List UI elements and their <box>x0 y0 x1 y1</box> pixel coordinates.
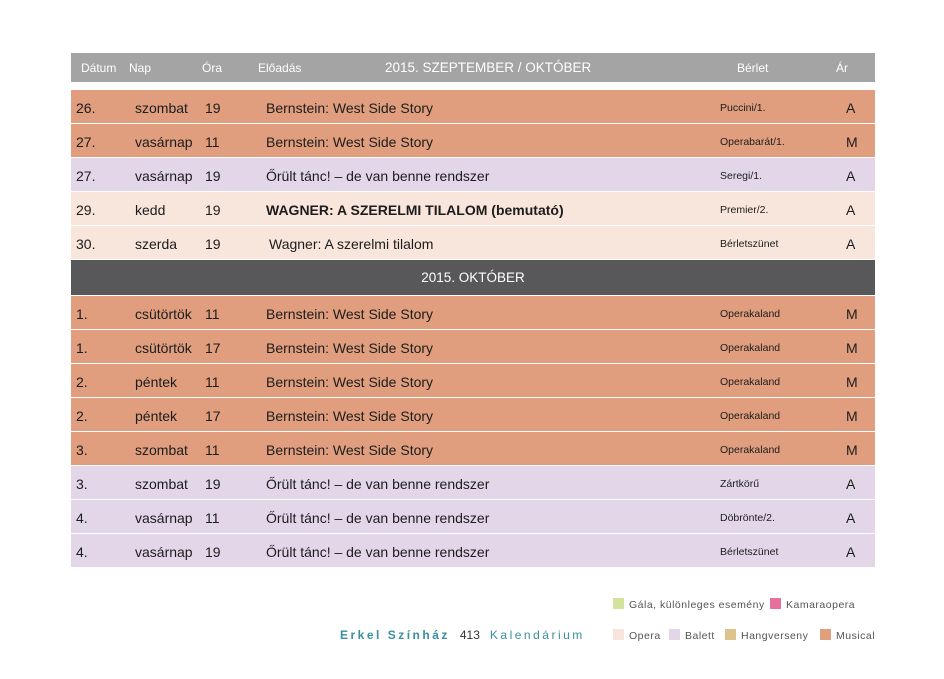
cell-datum: 4. <box>76 544 88 560</box>
cell-nap: vasárnap <box>135 510 193 526</box>
cell-ora: 11 <box>205 510 220 526</box>
cell-title: Őrült tánc! – de van benne rendszer <box>266 168 490 184</box>
header-datum: Dátum <box>81 61 117 75</box>
table-row <box>71 534 875 568</box>
cell-ora: 19 <box>205 100 221 116</box>
legend-opera <box>613 629 661 642</box>
cell-datum: 1. <box>76 340 88 356</box>
cell-title: Őrült tánc! – de van benne rendszer <box>266 476 490 492</box>
cell-ar: M <box>846 408 858 424</box>
legend-gala <box>613 598 765 611</box>
legend-swatch-opera <box>613 629 624 640</box>
cell-ora: 19 <box>205 544 221 560</box>
legend-label-opera: Opera <box>629 630 661 642</box>
cell-ar: M <box>846 306 858 322</box>
cell-title-premiere: WAGNER: A SZERELMI TILALOM (bemutató) <box>266 202 564 218</box>
header-ora: Óra <box>202 61 223 75</box>
legend-swatch-kamaraopera <box>770 598 781 609</box>
cell-nap: kedd <box>135 202 166 218</box>
cell-datum: 30. <box>76 236 96 252</box>
cell-ar: A <box>846 510 856 526</box>
cell-berlet: Operakaland <box>720 410 781 422</box>
header-nap: Nap <box>129 61 152 75</box>
rows-october <box>71 296 875 568</box>
cell-datum: 2. <box>76 408 88 424</box>
cell-title: Wagner: A szerelmi tilalom <box>269 236 434 252</box>
cell-ora: 17 <box>205 340 221 356</box>
cell-datum: 3. <box>76 442 88 458</box>
legend-balett <box>669 629 715 642</box>
cell-berlet: Puccini/1. <box>720 102 766 114</box>
cell-ora: 19 <box>205 168 221 184</box>
cell-ora: 11 <box>205 306 220 322</box>
cell-nap: szombat <box>135 476 188 492</box>
table-row <box>71 192 875 226</box>
table-row <box>71 226 875 260</box>
table-row <box>71 90 875 124</box>
cell-ar: A <box>846 236 856 252</box>
cell-nap: vasárnap <box>135 134 193 150</box>
section-title: 2015. OKTÓBER <box>421 270 525 285</box>
cell-datum: 3. <box>76 476 88 492</box>
table-row <box>71 466 875 500</box>
legend-swatch-hangverseny <box>725 629 736 640</box>
cell-nap: csütörtök <box>135 306 192 322</box>
cell-title: Bernstein: West Side Story <box>266 340 434 356</box>
legend-swatch-balett <box>669 629 680 640</box>
table-row <box>71 124 875 158</box>
header-gap <box>71 82 875 90</box>
cell-ora: 11 <box>205 134 220 150</box>
legend-label-kamaraopera: Kamaraopera <box>786 599 856 611</box>
header-eloadas: Előadás <box>258 61 302 75</box>
header-month: 2015. SZEPTEMBER / OKTÓBER <box>385 60 592 75</box>
legend-label-musical: Musical <box>836 630 876 642</box>
legend-swatch-musical <box>820 629 831 640</box>
cell-datum: 2. <box>76 374 88 390</box>
cell-ar: A <box>846 202 856 218</box>
cell-datum: 4. <box>76 510 88 526</box>
cell-ora: 19 <box>205 236 221 252</box>
table-row <box>71 296 875 330</box>
cell-berlet: Bérletszünet <box>720 238 779 250</box>
table-row <box>71 364 875 398</box>
cell-berlet: Zártkörű <box>720 478 760 490</box>
cell-ar: A <box>846 168 856 184</box>
cell-nap: csütörtök <box>135 340 192 356</box>
cell-ar: M <box>846 340 858 356</box>
page-number: 413 <box>459 628 480 642</box>
cell-berlet: Operakaland <box>720 342 781 354</box>
cell-title: Bernstein: West Side Story <box>266 442 434 458</box>
cell-ar: A <box>846 100 856 116</box>
legend-kamaraopera <box>770 598 855 611</box>
table-row <box>71 330 875 364</box>
cell-title: Őrült tánc! – de van benne rendszer <box>266 544 490 560</box>
cell-datum: 26. <box>76 100 96 116</box>
legend-musical <box>820 629 875 642</box>
cell-nap: vasárnap <box>135 544 193 560</box>
cell-nap: péntek <box>135 374 178 390</box>
cell-berlet: Premier/2. <box>720 204 769 216</box>
cell-berlet: Seregi/1. <box>720 170 763 182</box>
cell-ar: A <box>846 544 856 560</box>
cell-datum: 1. <box>76 306 88 322</box>
cell-nap: szerda <box>135 236 178 252</box>
legend-label-hangverseny: Hangverseny <box>741 630 809 642</box>
cell-ar: M <box>846 134 858 150</box>
cell-ar: A <box>846 476 856 492</box>
legend-hangverseny <box>725 629 808 642</box>
table-row <box>71 158 875 192</box>
cell-berlet: Döbrönte/2. <box>720 512 775 524</box>
cell-datum: 27. <box>76 168 96 184</box>
footer-section: Kalendárium <box>489 628 585 642</box>
cell-nap: szombat <box>135 442 188 458</box>
cell-title: Őrült tánc! – de van benne rendszer <box>266 510 490 526</box>
rows-september <box>71 90 875 260</box>
cell-ar: M <box>846 442 858 458</box>
cell-datum: 27. <box>76 134 96 150</box>
cell-title: Bernstein: West Side Story <box>266 306 434 322</box>
cell-title: Bernstein: West Side Story <box>266 408 434 424</box>
cell-ora: 17 <box>205 408 221 424</box>
section-header-october <box>71 260 875 296</box>
cell-title: Bernstein: West Side Story <box>266 134 434 150</box>
cell-berlet: Operakaland <box>720 444 781 456</box>
cell-ora: 19 <box>205 476 221 492</box>
cell-berlet: Bérletszünet <box>720 546 779 558</box>
cell-nap: szombat <box>135 100 188 116</box>
table-header <box>71 53 875 82</box>
cell-ar: M <box>846 374 858 390</box>
schedule-table <box>71 53 875 568</box>
cell-ora: 11 <box>205 442 220 458</box>
table-row <box>71 432 875 466</box>
legend-swatch-gala <box>613 598 624 609</box>
cell-ora: 19 <box>205 202 221 218</box>
header-ar: Ár <box>836 61 848 75</box>
footer-brand: Erkel Színház <box>340 628 450 642</box>
cell-berlet: Operabarát/1. <box>720 136 785 148</box>
legend-label-balett: Balett <box>685 630 715 642</box>
cell-title: Bernstein: West Side Story <box>266 100 434 116</box>
cell-nap: vasárnap <box>135 168 193 184</box>
cell-berlet: Operakaland <box>720 376 781 388</box>
legend-label-gala: Gála, különleges esemény <box>629 599 765 611</box>
table-row <box>71 398 875 432</box>
header-berlet: Bérlet <box>737 61 769 75</box>
cell-nap: péntek <box>135 408 178 424</box>
cell-berlet: Operakaland <box>720 308 781 320</box>
page-footer <box>340 628 585 642</box>
cell-ora: 11 <box>205 374 220 390</box>
table-row <box>71 500 875 534</box>
cell-datum: 29. <box>76 202 96 218</box>
cell-title: Bernstein: West Side Story <box>266 374 434 390</box>
